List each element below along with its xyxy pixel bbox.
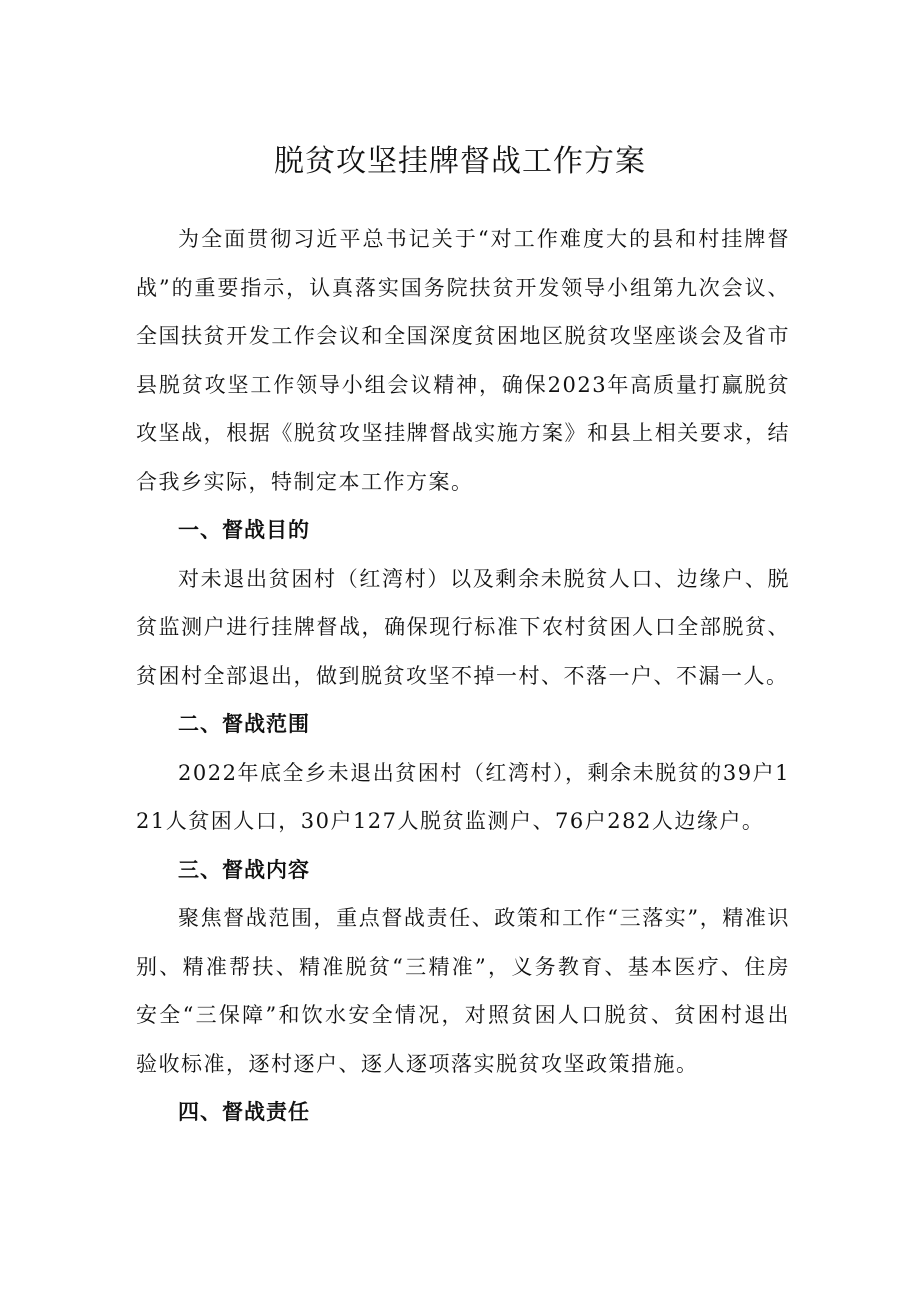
document-title: 脱贫攻坚挂牌督战工作方案 [274,144,646,179]
document-body [136,215,790,1137]
section-heading-scope: 二、督战范围 [178,712,310,736]
section-heading-responsibility: 四、督战责任 [178,1100,310,1124]
intro-paragraph: 为全面贯彻习近平总书记关于“对工作难度大的县和村挂牌督战”的重要指示，认真落实国务院扶贫开发领导小组第九次会议、全国扶贫开发工作会议和全国深度贫困地区脱贫攻坚座谈会及省市县脱贫攻坚工作领导小组会议精神，确保2023年高质量打赢脱贫攻坚战，根据《脱贫攻坚挂牌督战实施方案》和县上相关要求，结合我乡实际，特制定本工作方案。 [136,227,790,494]
section-heading-content: 三、督战内容 [178,857,310,882]
section-heading-purpose: 一、督战目的 [178,518,310,542]
section-paragraph-scope: 2022年底全乡未退出贫困村（红湾村），剩余未脱贫的39户121人贫困人口，30户127人脱贫监测户、76户282人边缘户。 [136,760,790,833]
section-paragraph-content: 聚焦督战范围，重点督战责任、政策和工作“三落实”，精准识别、精准帮扶、精准脱贫“三精准”，义务教育、基本医疗、住房安全“三保障”和饮水安全情况，对照贫困人口脱贫、贫困村退出验收标准，逐村逐户、逐人逐项落实脱贫攻坚政策措施。 [136,906,790,1076]
section-paragraph-purpose: 对未退出贫困村（红湾村）以及剩余未脱贫人口、边缘户、脱贫监测户进行挂牌督战，确保现行标准下农村贫困人口全部脱贫、贫困村全部退出，做到脱贫攻坚不掉一村、不落一户、不漏一人。 [136,566,790,688]
